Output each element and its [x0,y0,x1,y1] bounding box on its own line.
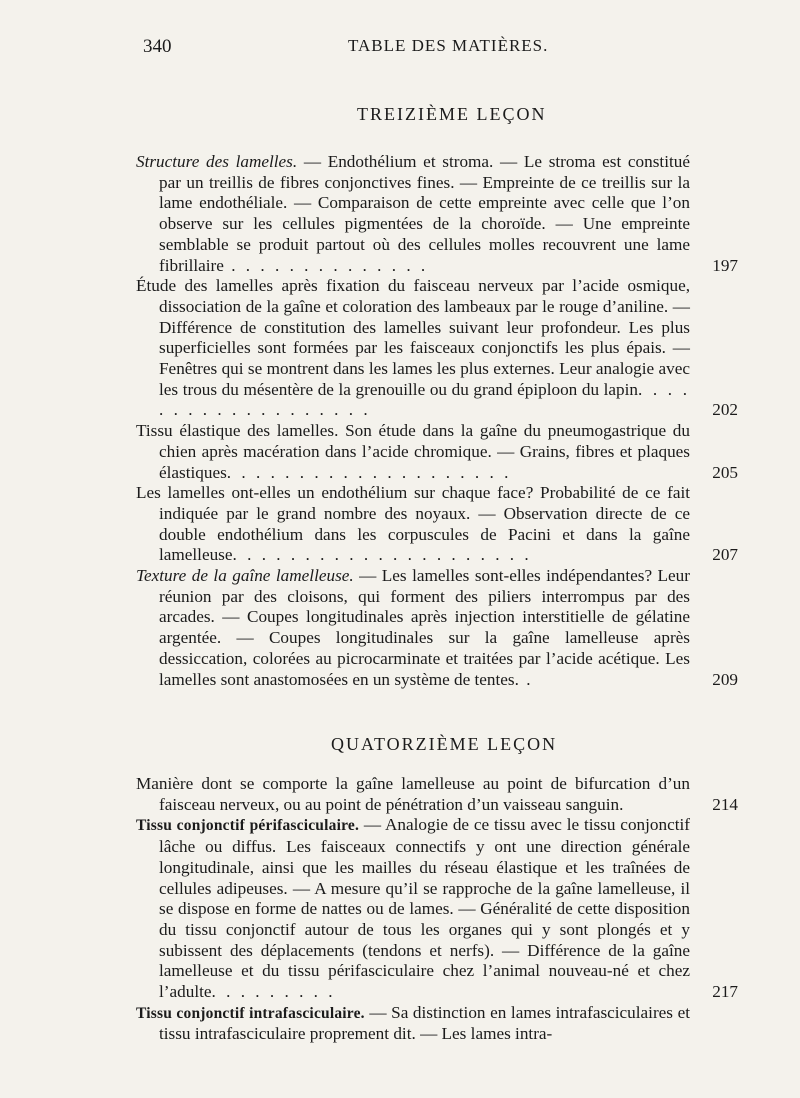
toc-entry-text [136,421,690,483]
toc-entry [136,483,738,566]
toc-entry-lead: Structure des lamelles. [136,152,298,171]
toc-entry-text [136,152,690,276]
section-title-14: QUATORZIÈME LEÇON [331,734,558,754]
toc-entry-text [136,566,690,690]
dot-leader: . . . . . . . . . . . . . . . . . . . [159,379,690,420]
page-number: 340 [143,36,172,57]
toc-page-number: 207 [712,545,738,565]
toc-entry-description: Étude des lamelles après fixation du faisceau nerveux par l’acide osmique, dissociation de la gaîne et coloration des lambeaux par le rouge d’aniline. — Différence de constitution des lamelles suivant leur profondeur. Les plus superficielles sont formées par les faisceaux conjonctifs les plus épais. — Fenêtres qui se montrent dans les lames les plus externes. Leur analogie avec les trous du mésentère de la grenouille ou du grand épiploon du lapin [136,276,690,399]
section-title-13: TREIZIÈME LEÇON [357,104,547,124]
toc-section-13 [136,152,738,690]
toc-page-number: 209 [712,669,738,689]
toc-entry-lead: Tissu conjonctif périfasciculaire. [136,817,360,835]
dot-leader: . . . . . . . . . . . . . . . . . . . . . [232,545,532,565]
running-head: TABLE DES MATIÈRES. [348,36,549,55]
dot-leader: . . . . . . . . . [211,982,336,1002]
toc-entry-description: — Sa distinction en lames intrafasciculaires et tissu intrafasciculaire proprement dit. — Les lames intra- [159,1002,691,1044]
dot-leader: . [518,669,534,689]
dot-leader: . . . . . . . . . . . . . . [223,255,429,275]
toc-entry-lead: Tissu conjonctif intrafasciculaire. [136,1004,365,1022]
dot-leader: . . . . . . . . . . . . . . . . . . . . [226,462,512,482]
toc-entry-description: Les lamelles ont-elles un endothélium sur chaque face? Probabilité de ce fait indiquée par le grand nombre des noyaux. — Observation directe de ce double endothélium dans les corpuscules de Pacini et dans la gaîne lamelleuse [136,483,690,565]
toc-entry [136,1003,738,1045]
toc-entry-text [136,276,690,421]
toc-entry [136,815,738,1002]
toc-entry-text [136,774,690,815]
toc-entry-lead: Texture de la gaîne lamelleuse. [136,566,354,586]
toc-entry [136,276,738,421]
toc-page-number: 202 [712,400,738,420]
toc-page-number: 205 [712,462,738,482]
toc-page-number: 217 [712,982,738,1002]
toc-entry [136,421,738,483]
toc-entry-description: Manière dont se comporte la gaîne lamelleuse au point de bifurcation d’un faisceau nerveux, ou au point de pénétration d’un vaisseau sanguin. [136,774,690,814]
toc-entry-description: Tissu élastique des lamelles. Son étude dans la gaîne du pneumogastrique du chien après macération dans l’acide chromique. — Grains, fibres et plaques élastiques [136,421,690,482]
toc-entry [136,566,738,690]
toc-section-14 [136,774,738,1045]
toc-entry [136,774,738,815]
toc-entry-description: — Endothélium et stroma. — Le stroma est constitué par un treillis de fibres conjonctives fines. — Empreinte de ce treillis sur la lame endothéliale. — Comparaison de cette empreinte avec celle que l’on observe sur les cellules pigmentées de la choroïde. — Une empreinte semblable se produit partout où des cellules molles recouvrent une lame fibrillaire [159,152,690,275]
toc-entry-description: — Les lamelles sont-elles indépendantes? Leur réunion par des cloisons, qui forment des piliers interrompus par des arcades. — Coupes longitudinales après injection interstitielle de gélatine argentée. — Coupes longitudinales sur la gaîne lamelleuse après dessiccation, colorées au picrocarminate et traitées par l’acide acétique. Les lamelles sont anastomosées en un système de tentes. [159,566,690,689]
toc-entry-text [136,483,690,566]
toc-entry-text [136,815,690,1002]
toc-entry [136,152,738,276]
toc-page-number: 214 [712,794,738,814]
toc-entry-description: — Analogie de ce tissu avec le tissu conjonctif lâche ou diffus. Les faisceaux connectifs y ont une direction générale longitudinale, ainsi que les mailles du réseau élastique et les traînées de cellules adipeuses. — A mesure qu’il se rapproche de la gaîne lamelleuse, il se dispose en forme de nattes ou de lames. — Généralité de cette disposition du tissu conjonctif autour de tous les organes qui y sont plongés et y subissent des déplacements (tendons et nerfs). — Différence de la gaîne lamelleuse et du tissu périfasciculaire chez l’animal nouveau-né et chez l’adulte [159,815,690,1002]
toc-page-number: 197 [712,255,738,275]
toc-entry-text [136,1003,690,1045]
